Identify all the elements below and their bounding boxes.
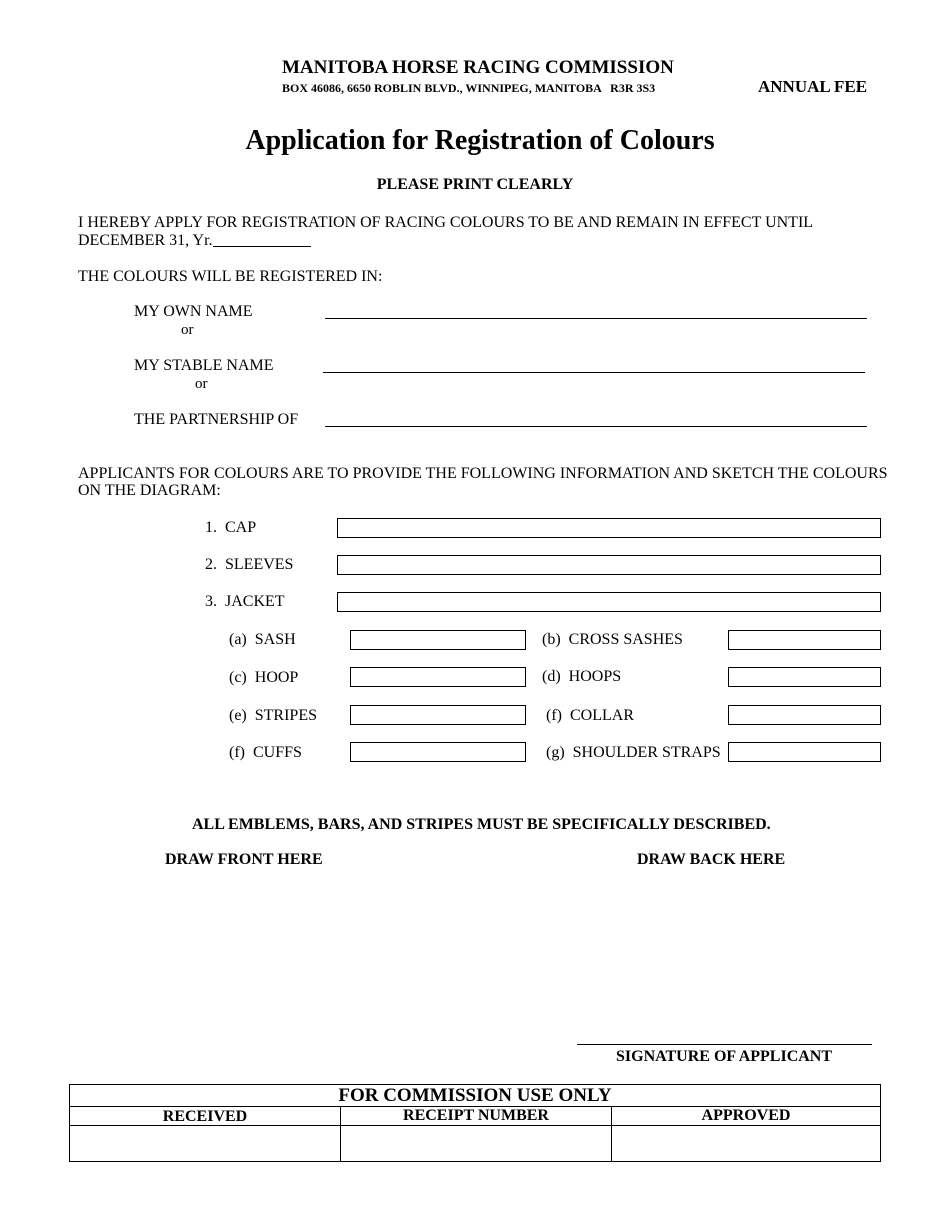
jacket-field[interactable] <box>337 592 881 612</box>
annual-fee-label: ANNUAL FEE <box>758 77 868 96</box>
instructions-line1: APPLICANTS FOR COLOURS ARE TO PROVIDE THE FOLLOWING INFORMATION AND SKETCH THE COLOURS <box>78 465 888 482</box>
jacket-label: 3. JACKET <box>205 593 285 610</box>
or-label: or <box>195 376 208 392</box>
cap-label: 1. CAP <box>205 519 257 536</box>
draw-back-area[interactable] <box>520 878 900 1028</box>
hoops-field[interactable] <box>728 667 881 687</box>
cap-field[interactable] <box>337 518 881 538</box>
draw-front-area[interactable] <box>60 878 440 1028</box>
shoulder-straps-field[interactable] <box>728 742 881 762</box>
cross-sashes-label: (b) CROSS SASHES <box>542 631 683 648</box>
cuffs-label: (f) CUFFS <box>229 744 302 761</box>
partnership-field[interactable] <box>325 426 867 427</box>
stripes-label: (e) STRIPES <box>229 707 317 724</box>
or-label: or <box>181 322 194 338</box>
emblems-note: ALL EMBLEMS, BARS, AND STRIPES MUST BE SPECIFICALLY DESCRIBED. <box>192 816 771 833</box>
draw-back-label: DRAW BACK HERE <box>637 851 786 868</box>
stripes-field[interactable] <box>350 705 526 725</box>
hoop-field[interactable] <box>350 667 526 687</box>
received-cell[interactable] <box>70 1126 341 1162</box>
cross-sashes-field[interactable] <box>728 630 881 650</box>
collar-label: (f) COLLAR <box>546 707 634 724</box>
receipt-number-header: RECEIPT NUMBER <box>341 1107 612 1126</box>
own-name-field[interactable] <box>325 318 867 319</box>
receipt-number-cell[interactable] <box>341 1126 612 1162</box>
instructions-line2: ON THE DIAGRAM: <box>78 482 221 499</box>
stable-name-field[interactable] <box>323 372 865 373</box>
commission-use-title: FOR COMMISSION USE ONLY <box>70 1085 881 1107</box>
approved-header: APPROVED <box>612 1107 881 1126</box>
hoop-label: (c) HOOP <box>229 669 299 686</box>
signature-field[interactable] <box>577 1044 872 1045</box>
approved-cell[interactable] <box>612 1126 881 1162</box>
stable-name-label: MY STABLE NAME <box>134 357 274 374</box>
registered-in-label: THE COLOURS WILL BE REGISTERED IN: <box>78 268 383 285</box>
page-title: Application for Registration of Colours <box>245 125 715 156</box>
sash-field[interactable] <box>350 630 526 650</box>
org-address: BOX 46086, 6650 ROBLIN BLVD., WINNIPEG, MANITOBA R3R 3S3 <box>282 81 656 95</box>
sleeves-label: 2. SLEEVES <box>205 556 294 573</box>
apply-statement-line2: DECEMBER 31, Yr. <box>78 232 213 249</box>
sash-label: (a) SASH <box>229 631 296 648</box>
signature-label: SIGNATURE OF APPLICANT <box>616 1048 833 1065</box>
hoops-label: (d) HOOPS <box>542 668 622 685</box>
partnership-label: THE PARTNERSHIP OF <box>134 411 299 428</box>
commission-use-table <box>69 1084 881 1162</box>
received-header: RECEIVED <box>70 1107 341 1126</box>
sleeves-field[interactable] <box>337 555 881 575</box>
apply-statement-line1: I HEREBY APPLY FOR REGISTRATION OF RACING COLOURS TO BE AND REMAIN IN EFFECT UNTIL <box>78 214 814 231</box>
org-name: MANITOBA HORSE RACING COMMISSION <box>282 57 674 78</box>
cuffs-field[interactable] <box>350 742 526 762</box>
print-clearly-note: PLEASE PRINT CLEARLY <box>376 176 574 193</box>
draw-front-label: DRAW FRONT HERE <box>165 851 323 868</box>
collar-field[interactable] <box>728 705 881 725</box>
year-field[interactable] <box>213 246 311 247</box>
shoulder-straps-label: (g) SHOULDER STRAPS <box>546 744 721 761</box>
own-name-label: MY OWN NAME <box>134 303 253 320</box>
